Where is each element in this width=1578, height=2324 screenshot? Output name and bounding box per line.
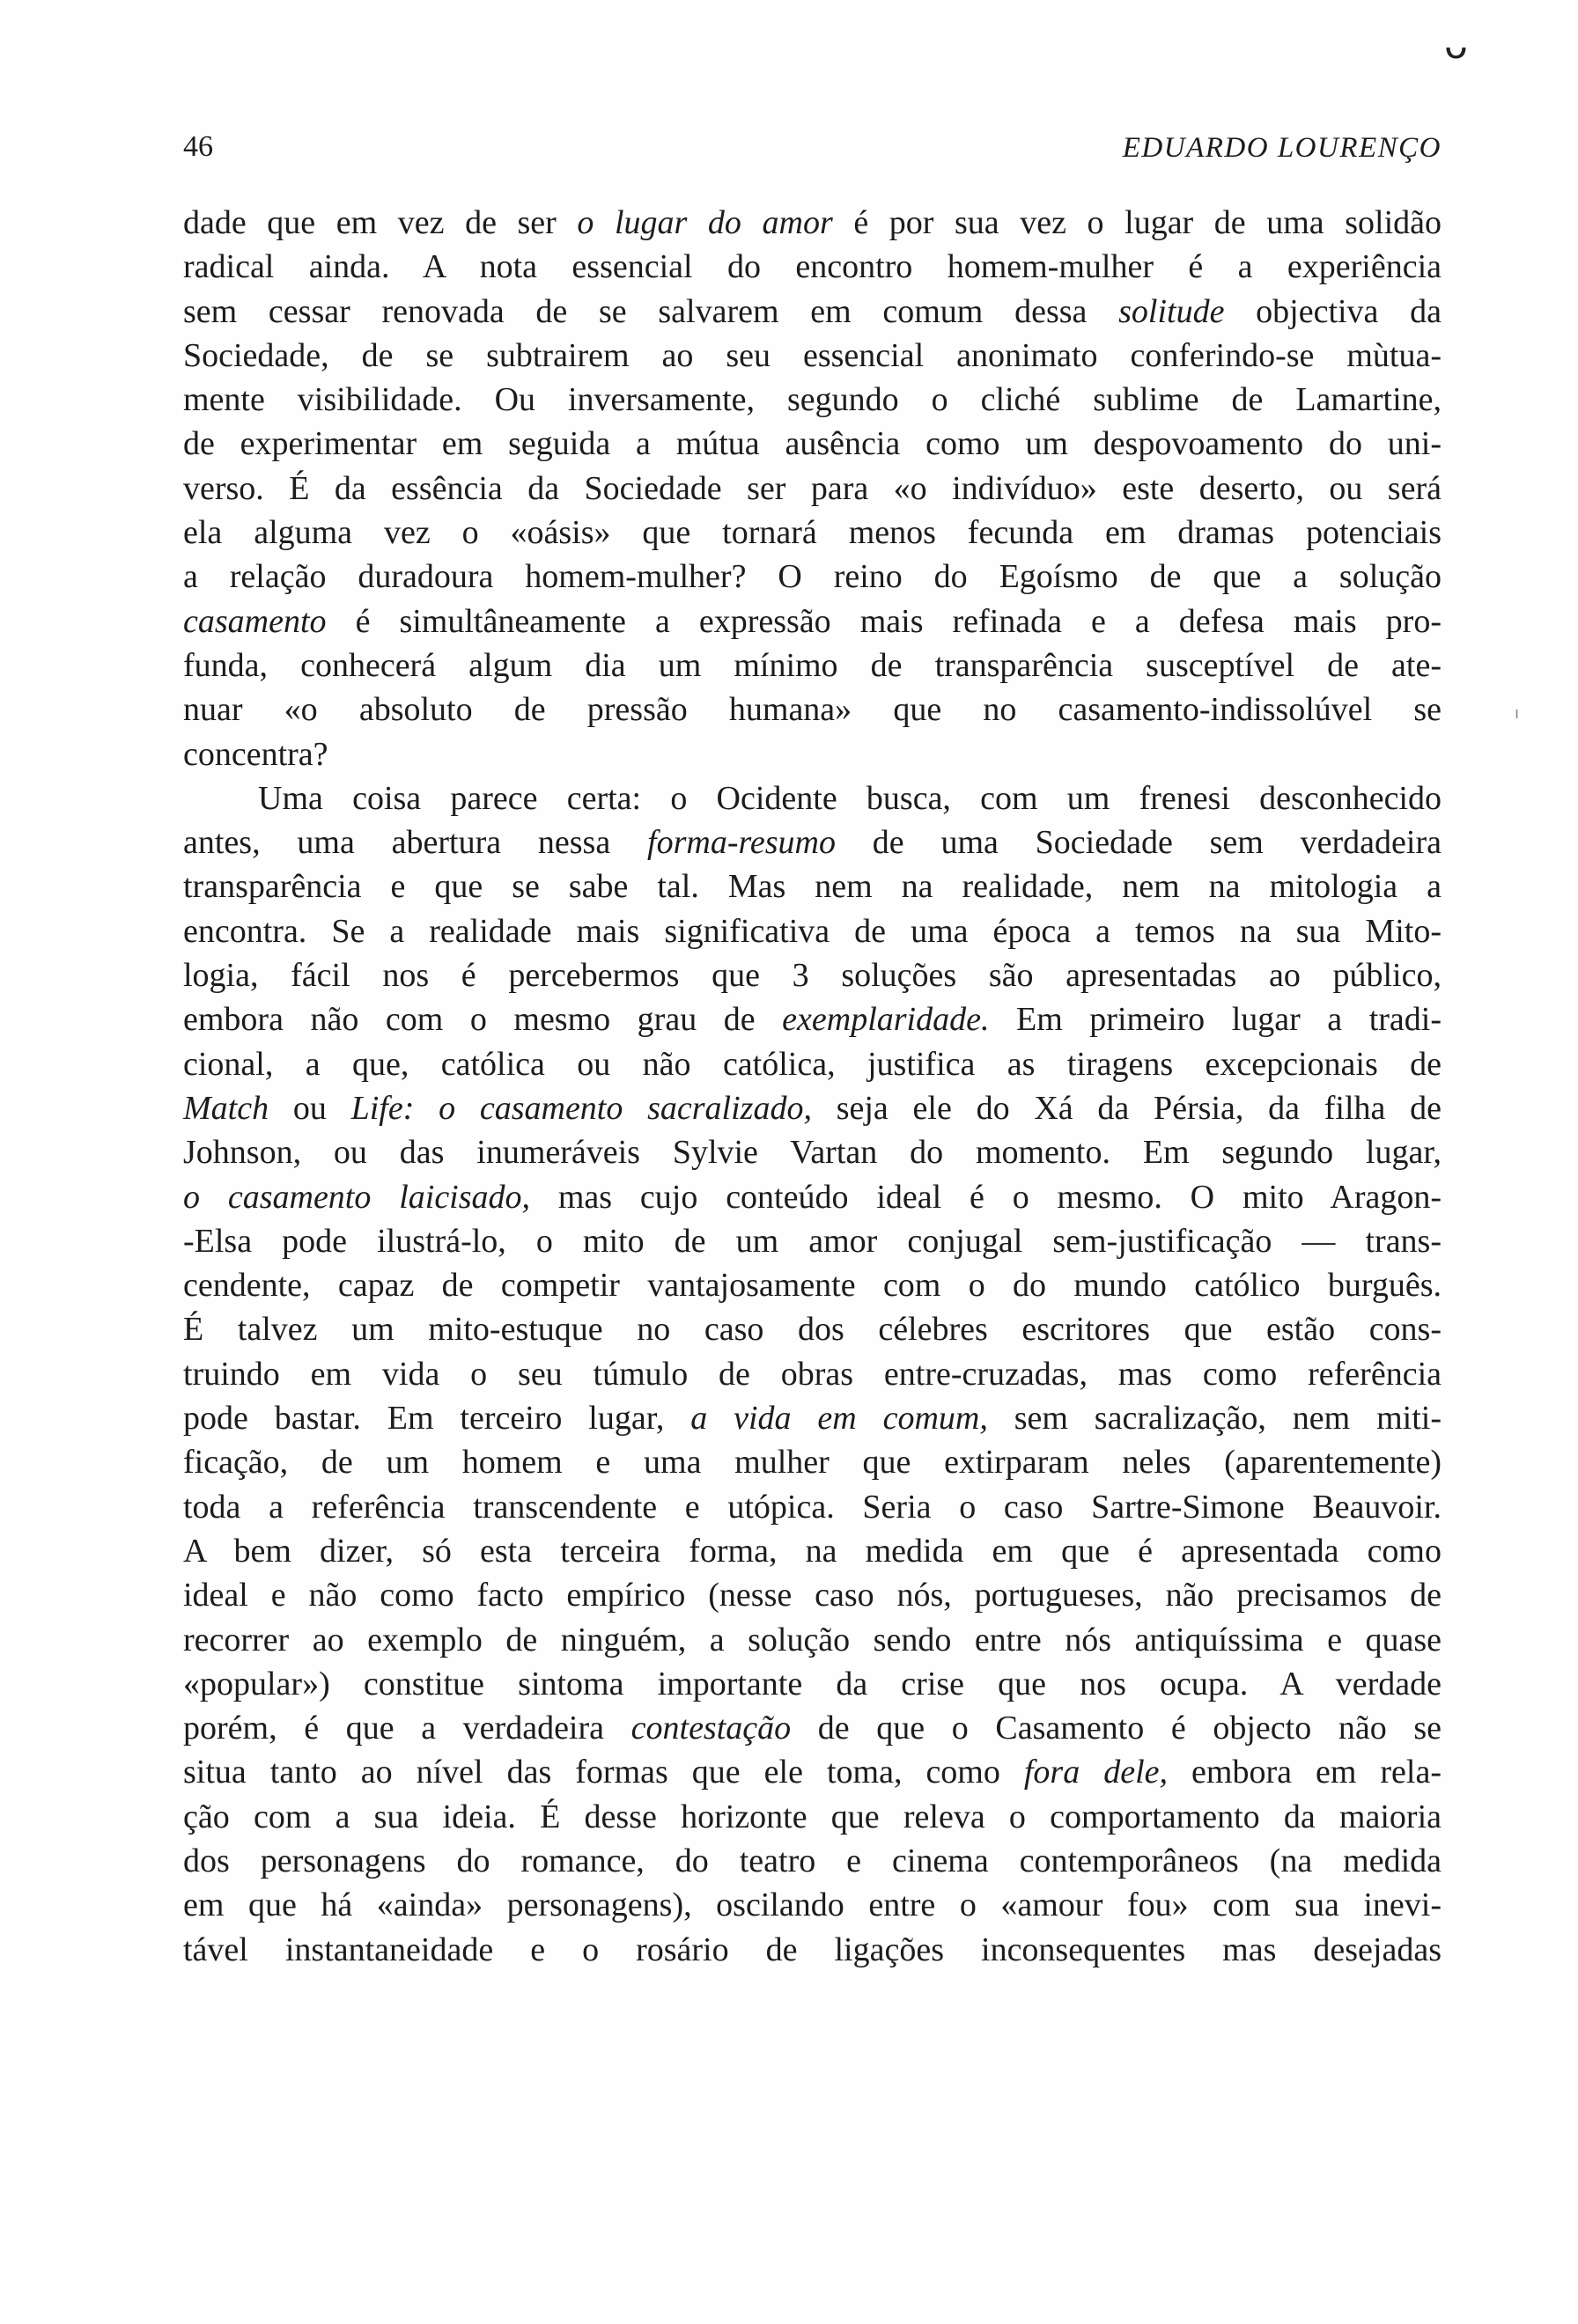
text-segment: funda, conhecerá algum dia um mínimo de transparência susceptível de ate- <box>183 646 1442 684</box>
text-segment: em que há «ainda» personagens), oscilando entre o «amour fou» com sua inevi- <box>183 1886 1442 1924</box>
italic-segment: Match <box>183 1089 269 1127</box>
text-line <box>183 1795 1442 1839</box>
text-segment: mente visibilidade. Ou inversamente, segundo o cliché sublime de Lamartine, <box>183 381 1442 419</box>
italic-segment: a vida em comum, <box>690 1400 988 1438</box>
text-line <box>183 467 1442 511</box>
text-line <box>183 1086 1442 1130</box>
text-line <box>183 909 1442 953</box>
page-number: 46 <box>183 130 213 163</box>
text-segment: a relação duradoura homem-mulher? O reino do Egoísmo de que a solução <box>183 558 1442 596</box>
text-line <box>183 1706 1442 1750</box>
text-line <box>183 864 1442 908</box>
text-line <box>183 334 1442 378</box>
text-segment: Sociedade, de se subtrairem ao seu essencial anonimato conferindo-se mùtua- <box>183 336 1442 374</box>
text-segment: cional, a que, católica ou não católica, justifica as tiragens excepcionais de <box>183 1045 1442 1083</box>
text-segment: dos personagens do romance, do teatro e cinema contemporâneos (na medida <box>183 1842 1442 1879</box>
text-segment: embora em rela- <box>1168 1754 1442 1791</box>
running-head-author: EDUARDO LOURENÇO <box>1122 132 1442 164</box>
italic-segment: fora dele, <box>1023 1754 1169 1791</box>
text-segment: Em primeiro lugar a tradi- <box>989 1001 1442 1039</box>
text-line <box>183 1440 1442 1484</box>
text-segment: recorrer ao exemplo de ninguém, a solução sendo entre nós antiquíssima e quase <box>183 1621 1442 1658</box>
text-segment: cendente, capaz de competir vantajosamente com o do mundo católico burguês. <box>183 1267 1442 1305</box>
text-line <box>183 290 1442 334</box>
text-segment: objectiva da <box>1224 292 1442 330</box>
text-line <box>183 245 1442 289</box>
text-segment: Uma coisa parece certa: o Ocidente busca, com um frenesi desconhecido <box>258 779 1442 817</box>
italic-segment: o casamento laicisado, <box>183 1178 531 1216</box>
text-segment: logia, fácil nos é percebermos que 3 soluções são apresentadas ao público, <box>183 957 1442 995</box>
text-line <box>183 820 1442 864</box>
text-line <box>183 1130 1442 1174</box>
text-segment: «popular») constitue sintoma importante da crise que nos ocupa. A verdade <box>183 1665 1442 1703</box>
text-line <box>183 688 1442 732</box>
text-segment: ideal e não como facto empírico (nesse caso nós, portugueses, não precisamos de <box>183 1577 1442 1614</box>
text-segment: de experimentar em seguida a mútua ausência como um despovoamento do uni- <box>183 425 1442 463</box>
text-line <box>183 1307 1442 1351</box>
text-segment: é simultâneamente a expressão mais refinada e a defesa mais pro- <box>326 602 1442 640</box>
text-segment: sem sacralização, nem miti- <box>987 1400 1442 1438</box>
text-segment: Johnson, ou das inumeráveis Sylvie Vartan do momento. Em segundo lugar, <box>183 1134 1442 1172</box>
text-segment: situa tanto ao nível das formas que ele toma, como <box>183 1754 1024 1791</box>
italic-segment: solitude <box>1118 292 1225 330</box>
text-line <box>183 732 1442 776</box>
text-segment: embora não com o mesmo grau de <box>183 1001 783 1039</box>
text-line <box>183 1618 1442 1662</box>
text-line <box>183 1485 1442 1529</box>
text-segment: ção com a sua ideia. É desse horizonte que releva o comportamento da maioria <box>183 1798 1442 1835</box>
text-line <box>183 1529 1442 1573</box>
text-line <box>183 201 1442 245</box>
text-segment: seja ele do Xá da Pérsia, da filha de <box>811 1089 1442 1127</box>
text-line <box>183 422 1442 466</box>
text-segment: toda a referência transcendente e utópica. Seria o caso Sartre-Simone Beauvoir. <box>183 1488 1442 1526</box>
text-line <box>183 1042 1442 1086</box>
text-segment: transparência e que se sabe tal. Mas nem na realidade, nem na mitologia a <box>183 868 1442 906</box>
text-line <box>183 1883 1442 1927</box>
text-line <box>183 1928 1442 1972</box>
text-segment: é por sua vez o lugar de uma solidão <box>832 204 1442 241</box>
text-line <box>183 1396 1442 1440</box>
text-segment: É talvez um mito-estuque no caso dos célebres escritores que estão cons- <box>183 1311 1442 1349</box>
text-segment: ou <box>269 1089 351 1127</box>
text-segment: A bem dizer, só esta terceira forma, na medida em que é apresentada como <box>183 1532 1442 1570</box>
text-line <box>183 1573 1442 1617</box>
text-segment: sem cessar renovada de se salvarem em comum dessa <box>183 292 1119 330</box>
handwritten-mark: ᴗ <box>1444 23 1468 68</box>
text-line <box>183 1662 1442 1706</box>
text-line <box>183 1750 1442 1794</box>
text-segment: verso. É da essência da Sociedade ser para «o indivíduo» este deserto, ou será <box>183 469 1442 507</box>
text-segment: encontra. Se a realidade mais significativa de uma época a temos na sua Mito- <box>183 912 1442 950</box>
text-segment: ela alguma vez o «oásis» que tornará menos fecunda em dramas potenciais <box>183 514 1442 552</box>
text-line <box>183 511 1442 555</box>
text-segment: antes, uma abertura nessa <box>183 824 648 862</box>
body-text <box>183 201 1442 1972</box>
margin-speck: ı <box>1515 704 1520 723</box>
italic-segment: exemplaridade. <box>782 1001 990 1039</box>
text-line <box>183 599 1442 644</box>
text-segment: de uma Sociedade sem verdadeira <box>835 824 1442 862</box>
italic-segment: forma-resumo <box>647 824 836 862</box>
text-segment: de que o Casamento é objecto não se <box>791 1710 1442 1747</box>
text-segment: dade que em vez de ser <box>183 204 578 241</box>
text-line <box>183 1219 1442 1263</box>
text-segment: nuar «o absoluto de pressão humana» que no casamento-indissolúvel se <box>183 691 1442 729</box>
text-segment: porém, é que a verdadeira <box>183 1710 631 1747</box>
text-segment: concentra? <box>183 735 328 773</box>
italic-segment: o lugar do amor <box>577 204 833 241</box>
italic-segment: casamento <box>183 602 327 640</box>
text-line <box>183 644 1442 688</box>
text-segment: truindo em vida o seu túmulo de obras entre-cruzadas, mas como referência <box>183 1355 1442 1393</box>
text-line <box>183 1175 1442 1219</box>
text-line <box>183 953 1442 997</box>
text-line <box>183 776 1442 820</box>
text-line <box>183 1263 1442 1307</box>
italic-segment: Life: o casamento sacralizado, <box>350 1089 812 1127</box>
text-line <box>183 378 1442 422</box>
text-line <box>183 1352 1442 1396</box>
text-segment: pode bastar. Em terceiro lugar, <box>183 1400 691 1438</box>
text-segment: mas cujo conteúdo ideal é o mesmo. O mito Aragon- <box>530 1178 1442 1216</box>
text-line <box>183 555 1442 599</box>
italic-segment: contestação <box>630 1710 792 1747</box>
text-segment: radical ainda. A nota essencial do encontro homem-mulher é a experiência <box>183 248 1442 286</box>
text-line <box>183 997 1442 1041</box>
text-line <box>183 1839 1442 1883</box>
text-segment: -Elsa pode ilustrá-lo, o mito de um amor conjugal sem-justificação — trans- <box>183 1222 1442 1260</box>
text-segment: ficação, de um homem e uma mulher que extirparam neles (aparentemente) <box>183 1444 1442 1482</box>
text-segment: tável instantaneidade e o rosário de ligações inconsequentes mas desejadas <box>183 1931 1442 1968</box>
